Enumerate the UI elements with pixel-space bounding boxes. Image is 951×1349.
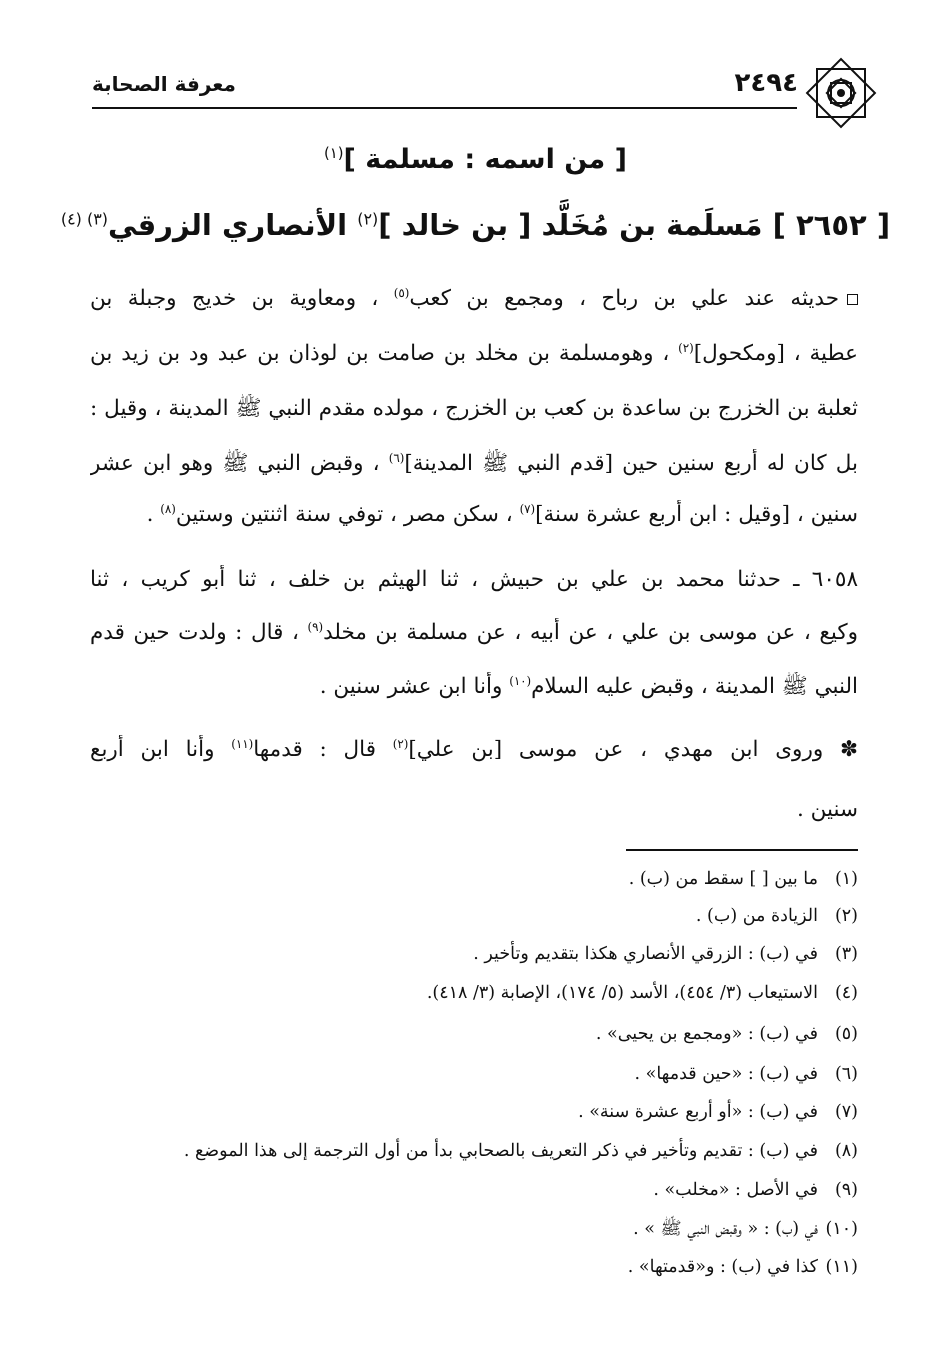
hadith-line [90, 672, 858, 702]
footnote-text: ما بين [ ] سقط من (ب) . [628, 869, 818, 889]
header-divider [92, 107, 797, 109]
footnote-item [90, 1099, 858, 1125]
body-line [90, 394, 858, 424]
narration-line [90, 795, 858, 825]
line-text: ✽ وروى ابن مهدي ، عن موسى [بن علي] [408, 737, 858, 762]
footnote-number: (٣) [834, 944, 858, 964]
footnote-ref: (٦) [388, 450, 405, 465]
footnote-text: في (ب) : «حين قدمها» . [634, 1064, 818, 1084]
footnote-text: في (ب) : تقديم وتأخير في ذكر التعريف بالصحابي بدأ من أول الترجمة إلى هذا الموضع . [183, 1141, 818, 1161]
footnote-text: كذا في (ب) : و«قدمتها» . [627, 1257, 818, 1277]
footnote-ref: (٩) [307, 619, 324, 634]
footnote-ref: (٢) [392, 736, 409, 751]
body-line [90, 339, 858, 369]
narration-line [90, 735, 858, 765]
line-text: سنين ، [وقيل : ابن أربع عشرة سنة] [535, 502, 858, 527]
line-text: ، قال : ولدت حين قدم [90, 620, 308, 645]
footnote-ref: (٥) [393, 285, 410, 300]
line-text: بل كان له أربع سنين حين [قدم النبي ﷺ المدينة] [404, 451, 858, 476]
footnote-text: في الأصل : «مخلب» . [653, 1180, 818, 1200]
line-text: سنين . [796, 797, 858, 822]
footnote-item [90, 903, 858, 929]
footnote-number: (١) [834, 869, 858, 889]
footnote-ref: (٢) [357, 209, 379, 229]
footnote-divider [626, 849, 858, 851]
square-bullet-icon [847, 294, 858, 305]
line-text: وأنا ابن عشر سنين . [319, 674, 510, 699]
book-title: معرفة الصحابة [92, 72, 236, 96]
line-text: حديثه عند علي بن رباح ، ومجمع بن كعب [409, 286, 839, 311]
line-text: ، وقبض النبي ﷺ وهو ابن عشر [90, 451, 389, 476]
footnote-text: في (ب) : «ومجمع بن يحيى» . [595, 1024, 818, 1044]
entry-heading-name: [ ٢٦٥٢ ] مَسلَمة بن مُخَلَّد [ بن خالد ] [378, 208, 891, 242]
footnote-item [90, 941, 858, 967]
footnote-item [90, 1254, 858, 1280]
page-number: ٢٤٩٤ [734, 68, 798, 98]
line-text: ، ومعاوية بن خديج وجبلة بن [90, 286, 394, 311]
star-ornament-icon [800, 52, 882, 134]
line-text: عطية ، [ومكحول] [693, 341, 858, 366]
line-text: قال : قدمها [253, 737, 393, 762]
footnote-ref: (٧) [519, 501, 536, 516]
line-text: ، وهومسلمة بن مخلد بن صامت بن لوذان بن عبد ود بن زيد بن [90, 341, 679, 366]
footnote-item [90, 1216, 858, 1242]
footnote-number: (٦) [834, 1064, 858, 1084]
footnote-text: في (ب) : «أو أربع عشرة سنة» . [578, 1102, 818, 1122]
entry-heading [0, 208, 951, 242]
footnote-text: الاستيعاب (٣/ ٤٥٤)، الأسد (٥/ ١٧٤)، الإصابة (٣/ ٤١٨). [426, 983, 818, 1003]
hadith-line [90, 618, 858, 648]
line-text: النبي ﷺ المدينة ، وقبض عليه السلام [531, 674, 858, 699]
footnote-number: (١٠) [825, 1219, 858, 1239]
footnote-number: (٢) [834, 906, 858, 926]
line-text: ٦٠٥٨ ـ حدثنا محمد بن علي بن حبيش ، ثنا الهيثم بن خلف ، ثنا أبو كريب ، ثنا [90, 567, 858, 592]
footnote-item [90, 1138, 858, 1164]
footnote-item [90, 866, 858, 892]
line-text: وكيع ، عن موسى بن علي ، عن أبيه ، عن مسلمة بن مخلد [323, 620, 858, 645]
line-text: . [146, 502, 161, 527]
footnote-ref: (٨) [160, 501, 176, 516]
footnote-text: في (ب) : الزرقي الأنصاري هكذا بتقديم وتأخير . [473, 944, 818, 964]
footnote-item [90, 1177, 858, 1203]
footnote-number: (٨) [834, 1141, 858, 1161]
footnote-number: (٥) [834, 1024, 858, 1044]
body-line [90, 449, 858, 479]
footnote-ref: (٢) [678, 340, 694, 355]
footnote-number: (١١) [825, 1257, 858, 1277]
line-text: وأنا ابن أربع [90, 737, 232, 762]
footnote-item [90, 1061, 858, 1087]
footnote-number: (٧) [834, 1102, 858, 1122]
line-text: ثعلبة بن الخزرج بن ساعدة بن كعب بن الخزرج ، مولده مقدم النبي ﷺ المدينة ، وقيل : [90, 396, 858, 421]
body-line [90, 500, 858, 530]
section-heading-text: [ من اسمه : مسلمة ] [343, 144, 628, 175]
footnote-number: (٩) [834, 1180, 858, 1200]
body-line [90, 284, 858, 314]
hadith-line [90, 565, 858, 595]
entry-heading-nisba: الأنصاري الزرقي [107, 208, 358, 242]
footnote-item [90, 980, 858, 1006]
footnote-ref: (١١) [231, 736, 254, 751]
line-text: ، سكن مصر ، توفي سنة اثنتين وستين [175, 502, 520, 527]
footnote-ref: (١٠) [509, 673, 532, 688]
footnote-ref: (٣) (٤) [60, 209, 108, 229]
footnote-text: الزيادة من (ب) . [695, 906, 818, 926]
footnote-item [90, 1021, 858, 1047]
footnote-text: في (ب) : « وقبض النبي ﷺ » . [633, 1219, 818, 1239]
footnote-ref: (١) [323, 144, 344, 162]
footnote-number: (٤) [834, 983, 858, 1003]
running-header [92, 64, 894, 108]
section-heading [0, 144, 951, 175]
